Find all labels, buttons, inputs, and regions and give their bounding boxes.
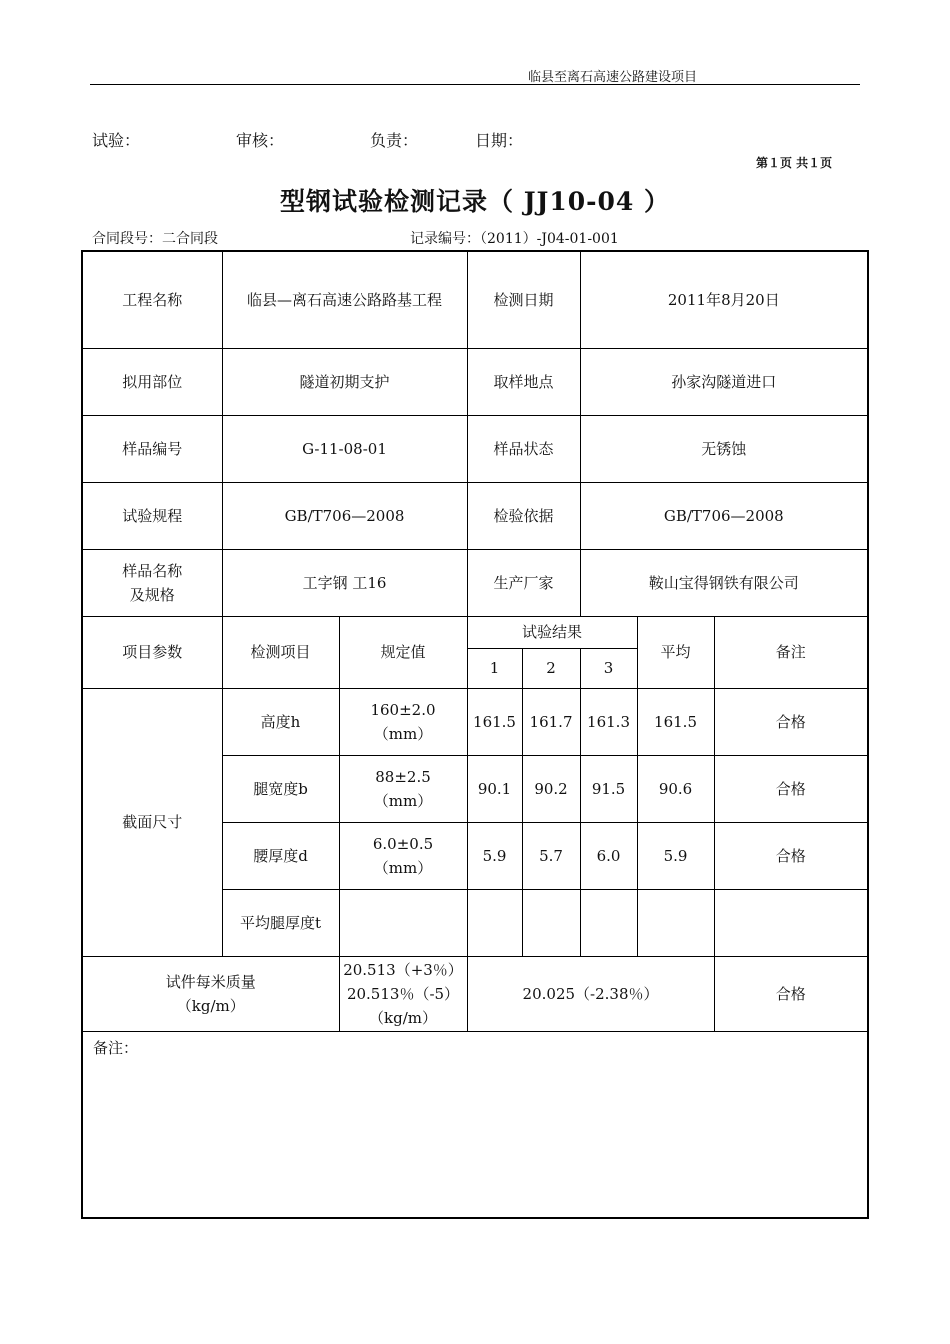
section-size-label: 截面尺寸 xyxy=(82,688,222,956)
mass-label xyxy=(82,956,339,1031)
row-r3: 161.3 xyxy=(580,688,637,755)
manufacturer-value: 鞍山宝得钢铁有限公司 xyxy=(580,549,868,616)
row-r1 xyxy=(467,889,522,956)
mass-note: 合格 xyxy=(714,956,868,1031)
sample-place-label: 取样地点 xyxy=(467,348,580,415)
row-r2 xyxy=(522,889,580,956)
mass-spec-line2: 20.513％（-5） xyxy=(346,984,460,1003)
remarks-label: 备注： xyxy=(93,1038,139,1057)
sample-name-value: 工字钢 工16 xyxy=(222,549,467,616)
col-header-r2: 2 xyxy=(522,648,580,688)
row-avg: 90.6 xyxy=(637,755,714,822)
sample-name-label xyxy=(82,549,222,616)
basis-value: GB/T706—2008 xyxy=(580,482,868,549)
row-r1: 161.5 xyxy=(467,688,522,755)
test-date-label: 检测日期 xyxy=(467,251,580,348)
info-row-sample-no xyxy=(82,415,868,482)
header-project-name: 临县至离石高速公路建设项目 xyxy=(528,70,698,85)
row-spec xyxy=(339,688,467,755)
record-number: 记录编号：（2011）-J04-01-001 xyxy=(410,231,619,247)
remarks-row xyxy=(82,1031,868,1218)
row-item: 腿宽度b xyxy=(222,755,339,822)
test-date-value: 2011年8月20日 xyxy=(580,251,868,348)
mass-row xyxy=(82,956,868,1031)
sample-name-label-line2: 及规格 xyxy=(129,585,175,604)
row-note xyxy=(714,889,868,956)
row-r2: 90.2 xyxy=(522,755,580,822)
sample-name-label-line1: 样品名称 xyxy=(122,561,183,580)
row-note: 合格 xyxy=(714,688,868,755)
info-row-use-part xyxy=(82,348,868,415)
mass-spec xyxy=(339,956,467,1031)
sign-responsible-label: 负责： xyxy=(370,131,419,150)
col-header-r1: 1 xyxy=(467,648,522,688)
row-r1: 5.9 xyxy=(467,822,522,889)
mass-spec-line1: 20.513（+3％） xyxy=(343,960,463,979)
document-title: 型钢试验检测记录（ JJ10-04 ） xyxy=(279,187,671,216)
row-avg: 5.9 xyxy=(637,822,714,889)
test-record-table xyxy=(81,250,869,1219)
manufacturer-label: 生产厂家 xyxy=(467,549,580,616)
info-row-project xyxy=(82,251,868,348)
sign-date-label: 日期： xyxy=(475,131,524,150)
row-spec-value: 6.0±0.5 xyxy=(372,834,434,853)
contract-section: 合同段号：二合同段 xyxy=(92,231,218,247)
row-spec-unit: （mm） xyxy=(373,791,433,810)
row-spec-unit: （mm） xyxy=(373,724,433,743)
col-header-note: 备注 xyxy=(714,616,868,688)
col-header-avg: 平均 xyxy=(637,616,714,688)
info-row-spec xyxy=(82,482,868,549)
row-r1: 90.1 xyxy=(467,755,522,822)
table-row xyxy=(82,688,868,755)
test-spec-value: GB/T706—2008 xyxy=(222,482,467,549)
row-item: 腰厚度d xyxy=(222,822,339,889)
project-name-label: 工程名称 xyxy=(82,251,222,348)
row-r2: 161.7 xyxy=(522,688,580,755)
row-spec-value: 88±2.5 xyxy=(375,767,431,786)
col-header-item: 检测项目 xyxy=(222,616,339,688)
row-note: 合格 xyxy=(714,755,868,822)
row-avg: 161.5 xyxy=(637,688,714,755)
row-note: 合格 xyxy=(714,822,868,889)
remarks-cell xyxy=(82,1031,868,1218)
test-spec-label: 试验规程 xyxy=(82,482,222,549)
col-header-results: 试验结果 xyxy=(467,616,637,648)
sign-test-label: 试验： xyxy=(92,131,141,150)
row-spec xyxy=(339,755,467,822)
info-row-sample-name xyxy=(82,549,868,616)
mass-label-line2: （kg/m） xyxy=(176,996,245,1015)
column-header-row-1 xyxy=(82,616,868,648)
row-item: 平均腿厚度t xyxy=(222,889,339,956)
col-header-r3: 3 xyxy=(580,648,637,688)
basis-label: 检验依据 xyxy=(467,482,580,549)
row-item: 高度h xyxy=(222,688,339,755)
mass-label-line1: 试件每米质量 xyxy=(165,972,256,991)
row-spec xyxy=(339,822,467,889)
row-spec-unit: （mm） xyxy=(373,858,433,877)
row-spec xyxy=(339,889,467,956)
project-name-value: 临县—离石高速公路路基工程 xyxy=(222,251,467,348)
use-part-label: 拟用部位 xyxy=(82,348,222,415)
sample-no-value: G-11-08-01 xyxy=(222,415,467,482)
use-part-value: 隧道初期支护 xyxy=(222,348,467,415)
page-number: 第１页 共１页 xyxy=(756,156,833,170)
mass-spec-unit: （kg/m） xyxy=(369,1008,437,1027)
row-avg xyxy=(637,889,714,956)
col-header-spec: 规定值 xyxy=(339,616,467,688)
sign-review-label: 审核： xyxy=(236,131,285,150)
header-divider xyxy=(90,84,860,85)
mass-result: 20.025（-2.38％） xyxy=(467,956,714,1031)
row-r3 xyxy=(580,889,637,956)
sample-no-label: 样品编号 xyxy=(82,415,222,482)
row-r3: 6.0 xyxy=(580,822,637,889)
row-r3: 91.5 xyxy=(580,755,637,822)
sample-place-value: 孙家沟隧道进口 xyxy=(580,348,868,415)
row-r2: 5.7 xyxy=(522,822,580,889)
col-header-param: 项目参数 xyxy=(82,616,222,688)
sample-state-value: 无锈蚀 xyxy=(580,415,868,482)
sample-state-label: 样品状态 xyxy=(467,415,580,482)
row-spec-value: 160±2.0 xyxy=(370,700,436,719)
